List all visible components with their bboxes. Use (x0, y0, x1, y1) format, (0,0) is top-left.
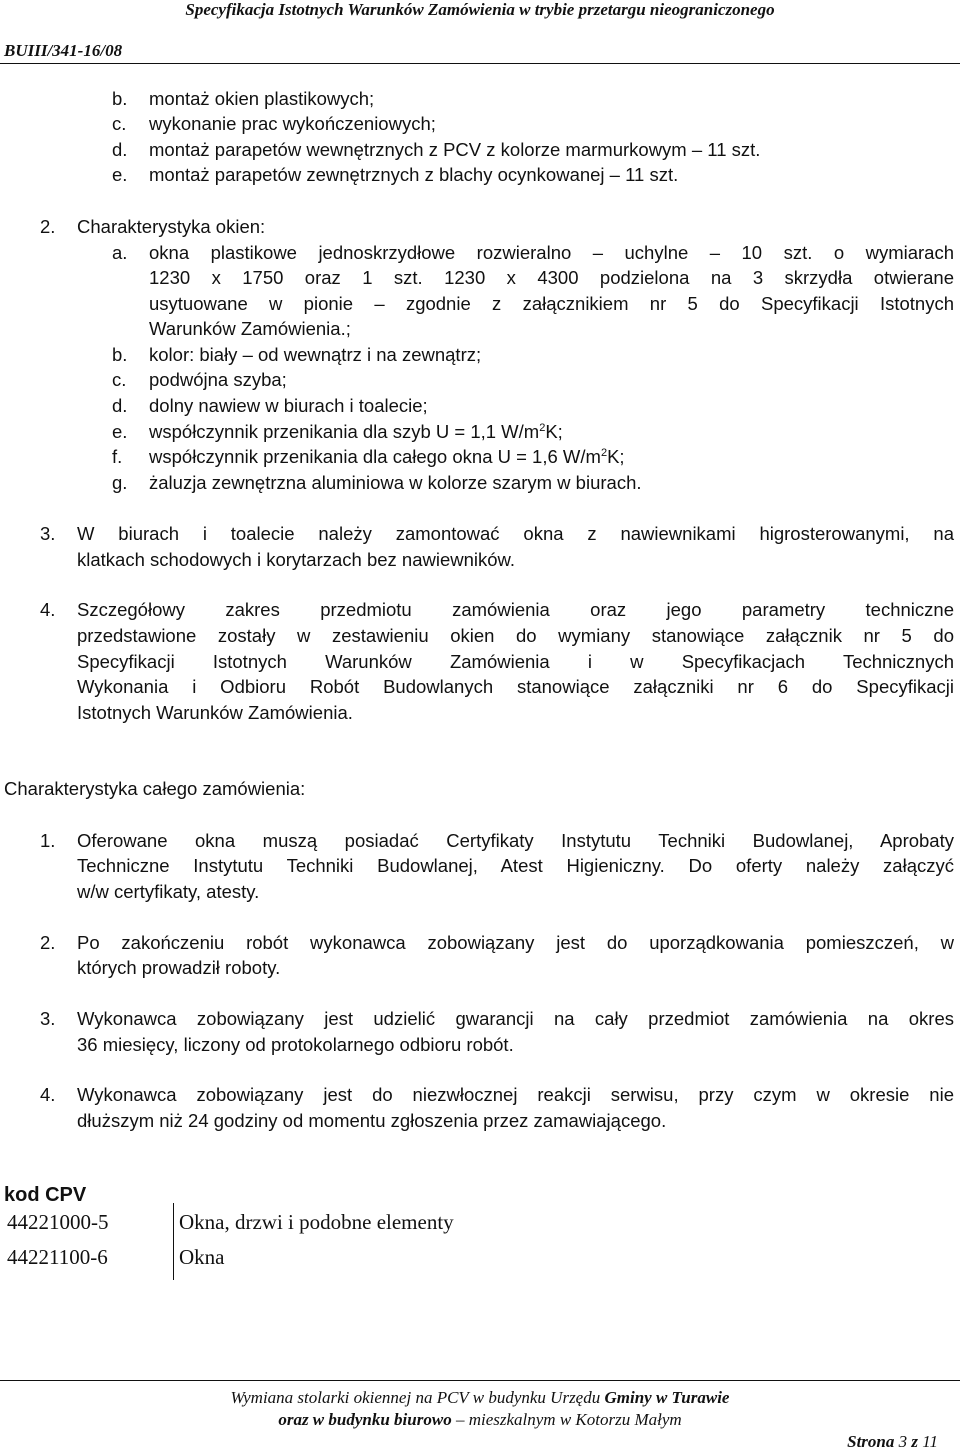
page-separator: z (911, 1432, 918, 1451)
list-text: montaż parapetów zewnętrznych z blachy ocynkowanej – 11 szt. (149, 164, 679, 185)
header-title: Specyfikacja Istotnych Warunków Zamówienia w trybie przetargu nieograniczonego (185, 0, 775, 19)
section-marker: 4. (40, 599, 56, 620)
list-item (112, 137, 761, 163)
paragraph-line: okna plastikowe jednoskrzydłowe rozwieralno – uchylne – 10 szt. o wymiarach (149, 242, 954, 263)
section-marker: 2. (40, 932, 56, 953)
paragraph-line: Techniczne Instytutu Techniki Budowlanej, Atest Higieniczny. Do oferty należy załączyć (77, 855, 954, 876)
section-marker: 3. (40, 1008, 56, 1029)
list-text: dolny nawiew w biurach i toalecie; (149, 395, 428, 416)
page-label: Strona (847, 1432, 895, 1451)
paragraph-line: Po zakończeniu robót wykonawca zobowiązany jest do uporządkowania pomieszczeń, w (77, 932, 954, 953)
section-marker: 3. (40, 523, 56, 544)
paragraph-line: 1230 x 1750 oraz 1 szt. 1230 x 4300 podzielona na 3 skrzydła otwierane (149, 267, 954, 288)
page-total: 11 (922, 1432, 938, 1451)
paragraph-line: Oferowane okna muszą posiadać Certyfikaty Instytutu Techniki Budowlanej, Aprobaty (77, 830, 954, 851)
cpv-description: Okna (179, 1245, 225, 1269)
footer-line-1 (0, 1388, 960, 1408)
paragraph-line: 36 miesięcy, liczony od protokolarnego odbioru robót. (77, 1034, 514, 1055)
paragraph-line: których prowadził roboty. (77, 957, 281, 978)
paragraph-line: Istotnych Warunków Zamówienia. (77, 702, 353, 723)
text-part: współczynnik przenikania dla całego okna U = 1,6 W/m (149, 446, 601, 467)
cpv-code: 44221000-5 (7, 1210, 109, 1234)
paragraph-line: przedstawione zostały w zestawieniu okien do wymiany stanowiące załącznik nr 5 do (77, 625, 954, 646)
list-item (112, 162, 679, 188)
header-rule (0, 63, 960, 64)
footer-text-bold: Gminy w Turawie (604, 1388, 730, 1407)
footer-rule (0, 1380, 960, 1381)
list-text: wykonanie prac wykończeniowych; (149, 113, 436, 134)
cpv-title: kod CPV (4, 1184, 87, 1206)
list-text (149, 444, 625, 470)
paragraph-line: W biurach i toalecie należy zamontować okna z nawiewnikami higrosterowanymi, na (77, 523, 954, 544)
superscript: 2 (600, 446, 608, 459)
paragraph-line: Warunków Zamówienia.; (149, 318, 351, 339)
list-marker: e. (112, 421, 128, 442)
paragraph-line: w/w certyfikaty, atesty. (77, 881, 260, 902)
superscript: 2 (539, 421, 546, 434)
list-marker: g. (112, 472, 128, 493)
section-2-heading (40, 214, 266, 240)
section-marker: 2. (40, 216, 56, 237)
document-reference: BUIII/341-16/08 (4, 41, 123, 60)
list-item (112, 419, 563, 445)
list-marker: f. (112, 446, 123, 467)
paragraph-line: Specyfikacji Istotnych Warunków Zamówienia i w Specyfikacjach Technicznych (77, 651, 954, 672)
footer-line-2 (0, 1410, 960, 1430)
page-number (847, 1432, 938, 1452)
list-marker: b. (112, 344, 128, 365)
cpv-table-divider (173, 1203, 174, 1280)
text-part: K; (545, 421, 563, 442)
list-item (112, 86, 375, 112)
list-text: podwójna szyba; (149, 369, 287, 390)
cpv-code: 44221100-6 (7, 1245, 108, 1269)
order-heading: Charakterystyka całego zamówienia: (4, 778, 306, 799)
list-marker: d. (112, 139, 128, 160)
list-text: montaż parapetów wewnętrznych z PCV z kolorze marmurkowym – 11 szt. (149, 139, 761, 160)
list-text: żaluzja zewnętrzna aluminiowa w kolorze szarym w biurach. (149, 472, 642, 493)
list-item (112, 444, 625, 470)
list-text: montaż okien plastikowych; (149, 88, 375, 109)
footer-text-bold: oraz w budynku biurowo (278, 1410, 452, 1429)
paragraph-line: Szczegółowy zakres przedmiotu zamówienia oraz jego parametry techniczne (77, 599, 954, 620)
section-title: Charakterystyka okien: (77, 216, 266, 237)
list-marker: e. (112, 164, 128, 185)
list-marker: d. (112, 395, 128, 416)
footer-text: – mieszkalnym w Kotorzu Małym (451, 1410, 682, 1429)
list-item (112, 470, 642, 496)
list-marker: a. (112, 242, 128, 263)
cpv-description: Okna, drzwi i podobne elementy (179, 1210, 454, 1234)
list-marker: c. (112, 369, 127, 390)
list-item (112, 342, 482, 368)
paragraph-line: klatkach schodowych i korytarzach bez nawiewników. (77, 549, 516, 570)
paragraph-line: Wykonania i Odbioru Robót Budowlanych stanowiące załączniki nr 6 do Specyfikacji (77, 676, 954, 697)
section-marker: 1. (40, 830, 56, 851)
list-text: kolor: biały – od wewnątrz i na zewnątrz; (149, 344, 482, 365)
text-part: współczynnik przenikania dla szyb U = 1,1 W/m (149, 421, 540, 442)
paragraph-line: usytuowane w pionie – zgodnie z załącznikiem nr 5 do Specyfikacji Istotnych (149, 293, 954, 314)
list-item (112, 393, 428, 419)
list-marker: b. (112, 88, 128, 109)
section-marker: 4. (40, 1084, 56, 1105)
footer-text: Wymiana stolarki okiennej na PCV w budynku Urzędu (230, 1388, 605, 1407)
list-text (149, 419, 563, 445)
list-marker: c. (112, 113, 127, 134)
page-current: 3 (898, 1432, 908, 1451)
paragraph-line: dłuższym niż 24 godziny od momentu zgłoszenia przez zamawiającego. (77, 1110, 667, 1131)
text-part: K; (607, 446, 625, 467)
list-item (112, 111, 436, 137)
list-item (112, 367, 287, 393)
paragraph-line: Wykonawca zobowiązany jest do niezwłocznej reakcji serwisu, przy czym w okresie nie (77, 1084, 954, 1105)
paragraph-line: Wykonawca zobowiązany jest udzielić gwarancji na cały przedmiot zamówienia na okres (77, 1008, 954, 1029)
